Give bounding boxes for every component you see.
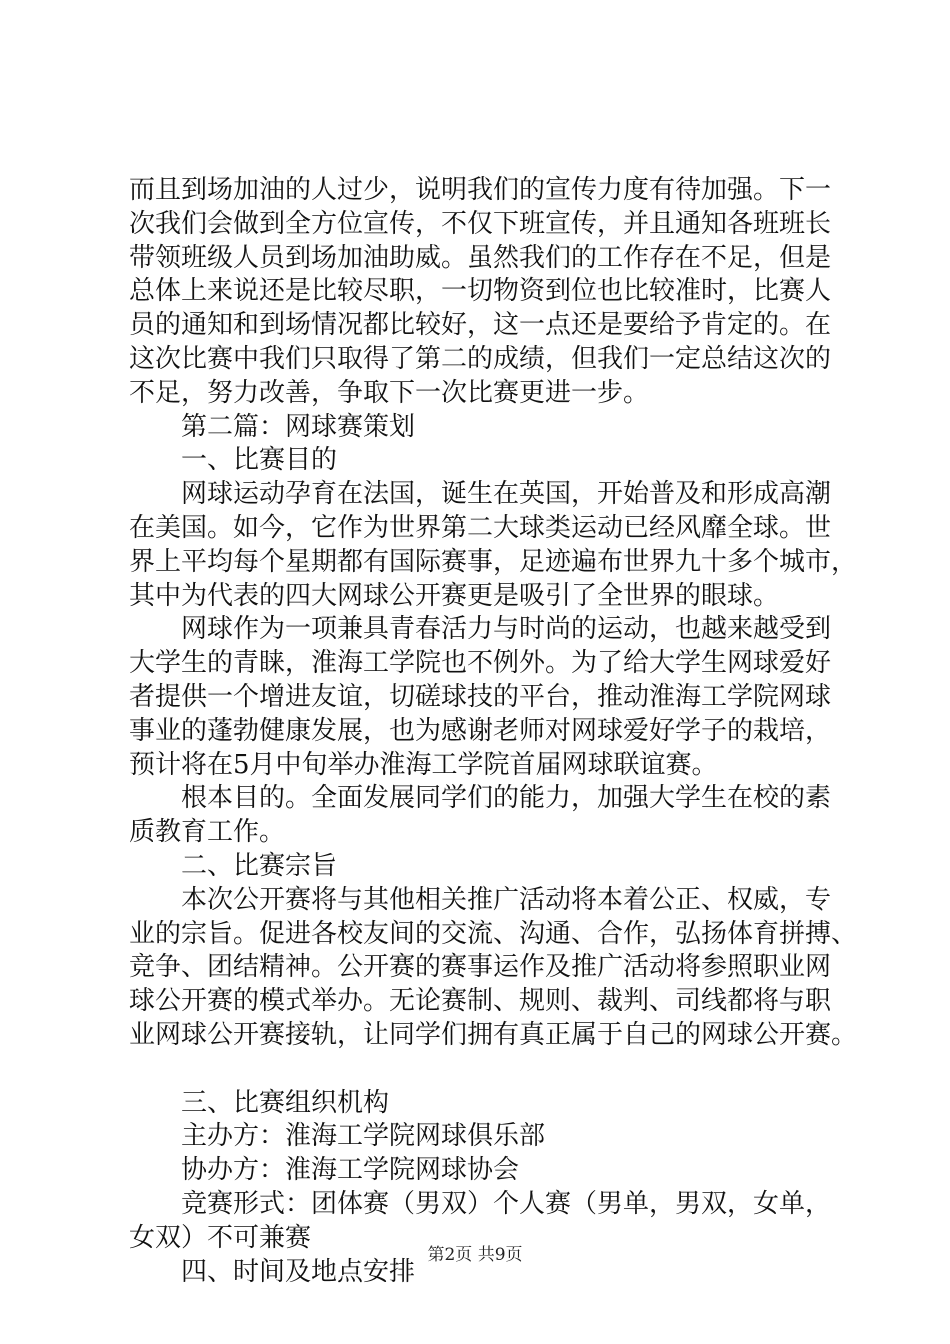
paragraph-line: 带领班级人员到场加油助威。虽然我们的工作存在不足，但是 <box>129 242 832 273</box>
paragraph-line: 根本目的。全面发展同学们的能力，加强大学生在校的素 <box>181 783 832 814</box>
paragraph-line: 预计将在5月中旬举办淮海工学院首届网球联谊赛。 <box>129 749 718 780</box>
paragraph-line: 主办方：淮海工学院网球俱乐部 <box>181 1121 546 1152</box>
paragraph-line: 竞赛形式：团体赛（男双）个人赛（男单，男双，女单， <box>181 1188 832 1219</box>
paragraph-line: 网球作为一项兼具青春活力与时尚的运动，也越来越受到 <box>181 614 832 645</box>
section-heading: 三、比赛组织机构 <box>181 1087 390 1118</box>
paragraph-line: 其中为代表的四大网球公开赛更是吸引了全世界的眼球。 <box>129 580 780 611</box>
paragraph-line: 总体上来说还是比较尽职，一切物资到位也比较准时，比赛人 <box>129 276 832 307</box>
paragraph-line: 球公开赛的模式举办。无论赛制、规则、裁判、司线都将与职 <box>129 986 832 1017</box>
paragraph-line: 女双）不可兼赛 <box>129 1222 312 1253</box>
paragraph-line: 业网球公开赛接轨，让同学们拥有真正属于自己的网球公开赛。 <box>129 1019 858 1050</box>
paragraph-line: 协办方：淮海工学院网球协会 <box>181 1155 520 1186</box>
paragraph-line: 业的宗旨。促进各校友间的交流、沟通、合作，弘扬体育拼搏、 <box>129 918 858 949</box>
paragraph-line: 这次比赛中我们只取得了第二的成绩，但我们一定总结这次的 <box>129 343 832 374</box>
document-body <box>129 174 858 1289</box>
paragraph-line: 网球运动孕育在法国，诞生在英国，开始普及和形成高潮 <box>181 479 832 510</box>
paragraph-line: 次我们会做到全方位宣传，不仅下班宣传，并且通知各班班长 <box>129 208 832 239</box>
paragraph-line: 竞争、团结精神。公开赛的赛事运作及推广活动将参照职业网 <box>129 952 832 983</box>
paragraph-line: 界上平均每个星期都有国际赛事，足迹遍布世界九十多个城市， <box>129 546 858 577</box>
paragraph-line: 而且到场加油的人过少，说明我们的宣传力度有待加强。下一 <box>129 175 832 205</box>
paragraph-line: 在美国。如今，它作为世界第二大球类运动已经风靡全球。世 <box>129 512 832 543</box>
paragraph-line: 质教育工作。 <box>129 817 286 848</box>
paragraph-line: 大学生的青睐，淮海工学院也不例外。为了给大学生网球爱好 <box>129 648 832 679</box>
paragraph-line: 不足，努力改善，争取下一次比赛更进一步。 <box>129 377 650 408</box>
paragraph-line: 者提供一个增进友谊，切磋球技的平台，推动淮海工学院网球 <box>129 681 832 712</box>
paragraph-line: 员的通知和到场情况都比较好，这一点还是要给予肯定的。在 <box>129 310 832 341</box>
section-heading: 一、比赛目的 <box>181 445 338 476</box>
section-heading: 四、时间及地点安排 <box>181 1256 416 1287</box>
section-heading: 二、比赛宗旨 <box>181 850 338 881</box>
section-title: 第二篇：网球赛策划 <box>181 411 416 442</box>
page-number: 第2页 共9页 <box>427 1245 523 1265</box>
blank-line <box>129 1053 829 1087</box>
paragraph-line: 本次公开赛将与其他相关推广活动将本着公正、权威，专 <box>181 884 832 915</box>
paragraph-line: 事业的蓬勃健康发展，也为感谢老师对网球爱好学子的栽培， <box>129 715 832 746</box>
